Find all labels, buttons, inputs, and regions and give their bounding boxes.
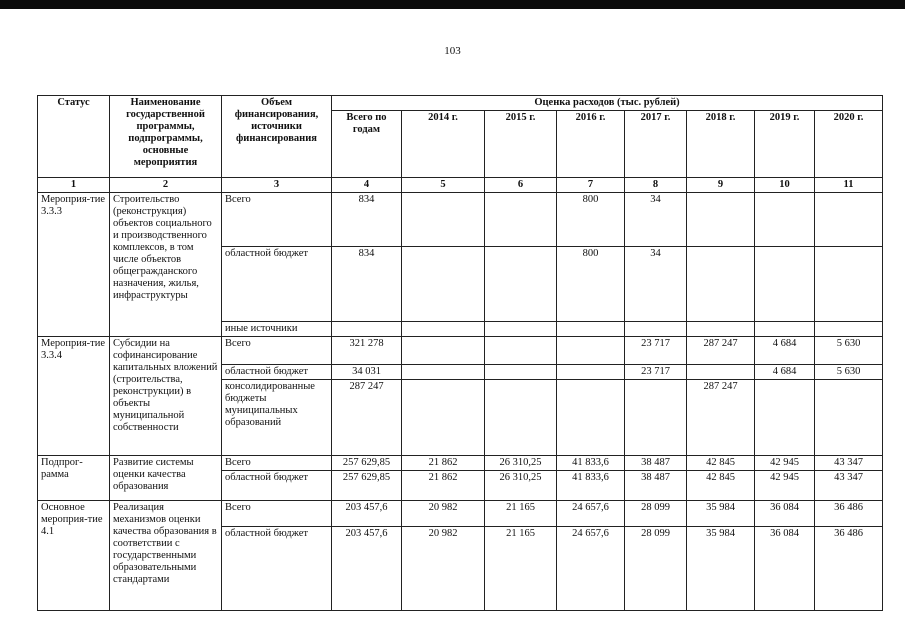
column-number: 1 [38, 178, 110, 193]
value-cell: 42 945 [755, 456, 815, 471]
value-cell: 21 165 [485, 527, 557, 611]
value-cell [687, 193, 755, 247]
header-year-2016: 2016 г. [557, 111, 625, 178]
program-name-cell: Развитие системы оценки качества образования [110, 456, 222, 501]
column-number: 2 [110, 178, 222, 193]
value-cell [687, 365, 755, 380]
source-cell: областной бюджет [222, 365, 332, 380]
value-cell [815, 193, 883, 247]
total-cell: 834 [332, 193, 402, 247]
value-cell [755, 322, 815, 337]
source-cell: иные источники [222, 322, 332, 337]
total-cell: 203 457,6 [332, 501, 402, 527]
value-cell: 287 247 [687, 380, 755, 456]
value-cell: 34 [625, 247, 687, 322]
value-cell [485, 193, 557, 247]
value-cell: 43 347 [815, 456, 883, 471]
value-cell [815, 322, 883, 337]
table-row [38, 193, 883, 247]
value-cell: 24 657,6 [557, 527, 625, 611]
value-cell [402, 322, 485, 337]
value-cell: 23 717 [625, 337, 687, 365]
header-total: Всего по годам [332, 111, 402, 178]
value-cell [402, 247, 485, 322]
column-number: 10 [755, 178, 815, 193]
status-cell: Мероприя-тие 3.3.3 [38, 193, 110, 337]
status-cell: Подпрог-рамма [38, 456, 110, 501]
total-cell: 34 031 [332, 365, 402, 380]
value-cell: 26 310,25 [485, 471, 557, 501]
total-cell: 834 [332, 247, 402, 322]
value-cell [557, 365, 625, 380]
value-cell: 21 862 [402, 471, 485, 501]
value-cell [402, 380, 485, 456]
value-cell [755, 193, 815, 247]
program-name-cell: Реализация механизмов оценки качества образования в соответствии с государственными образовательными стандартами [110, 501, 222, 611]
header-status: Статус [38, 96, 110, 178]
value-cell: 287 247 [687, 337, 755, 365]
header-year-2015: 2015 г. [485, 111, 557, 178]
status-cell: Основное мероприя-тие 4.1 [38, 501, 110, 611]
page-number: 103 [444, 45, 461, 57]
value-cell: 38 487 [625, 471, 687, 501]
header-year-2017: 2017 г. [625, 111, 687, 178]
value-cell [557, 322, 625, 337]
value-cell: 4 684 [755, 365, 815, 380]
column-number: 9 [687, 178, 755, 193]
value-cell [815, 247, 883, 322]
value-cell: 36 084 [755, 527, 815, 611]
source-cell: Всего [222, 193, 332, 247]
header-financing: Объем финансирования, источники финансирования [222, 96, 332, 178]
header-name: Наименование государственной программы, подпрограммы, основные мероприятия [110, 96, 222, 178]
value-cell: 23 717 [625, 365, 687, 380]
total-cell: 257 629,85 [332, 456, 402, 471]
total-cell: 321 278 [332, 337, 402, 365]
source-cell: областной бюджет [222, 247, 332, 322]
value-cell: 43 347 [815, 471, 883, 501]
column-number: 11 [815, 178, 883, 193]
header-year-2014: 2014 г. [402, 111, 485, 178]
value-cell [755, 380, 815, 456]
value-cell: 21 862 [402, 456, 485, 471]
value-cell: 5 630 [815, 337, 883, 365]
table-row [38, 337, 883, 365]
source-cell: консолидированные бюджеты муниципальных образований [222, 380, 332, 456]
value-cell [485, 365, 557, 380]
source-cell: Всего [222, 501, 332, 527]
value-cell: 38 487 [625, 456, 687, 471]
value-cell: 41 833,6 [557, 456, 625, 471]
value-cell: 36 486 [815, 501, 883, 527]
table-row [38, 501, 883, 527]
value-cell: 42 845 [687, 471, 755, 501]
value-cell [485, 322, 557, 337]
program-name-cell: Субсидии на софинансирование капитальных вложений (строительства, реконструкции) в объекты муниципальной собственности [110, 337, 222, 456]
total-cell: 287 247 [332, 380, 402, 456]
header-year-2020: 2020 г. [815, 111, 883, 178]
value-cell [625, 380, 687, 456]
value-cell [485, 337, 557, 365]
value-cell [402, 193, 485, 247]
value-cell [485, 380, 557, 456]
value-cell: 35 984 [687, 527, 755, 611]
value-cell [557, 380, 625, 456]
column-number: 7 [557, 178, 625, 193]
value-cell [402, 365, 485, 380]
value-cell: 41 833,6 [557, 471, 625, 501]
column-number: 5 [402, 178, 485, 193]
value-cell: 26 310,25 [485, 456, 557, 471]
status-cell: Мероприя-тие 3.3.4 [38, 337, 110, 456]
total-cell: 257 629,85 [332, 471, 402, 501]
value-cell [625, 322, 687, 337]
value-cell: 800 [557, 247, 625, 322]
value-cell: 28 099 [625, 527, 687, 611]
header-year-2018: 2018 г. [687, 111, 755, 178]
value-cell: 5 630 [815, 365, 883, 380]
value-cell: 35 984 [687, 501, 755, 527]
value-cell [687, 247, 755, 322]
source-cell: Всего [222, 337, 332, 365]
value-cell [687, 322, 755, 337]
total-cell [332, 322, 402, 337]
budget-table [37, 95, 883, 611]
value-cell: 20 982 [402, 527, 485, 611]
header-estimate: Оценка расходов (тыс. рублей) [332, 96, 883, 111]
value-cell: 21 165 [485, 501, 557, 527]
value-cell: 28 099 [625, 501, 687, 527]
value-cell: 36 084 [755, 501, 815, 527]
program-name-cell: Строительство (реконструкция) объектов социального и производственного комплексов, в том числе объектов общегражданского назначения, жилья, инфраструктуры [110, 193, 222, 337]
column-number: 4 [332, 178, 402, 193]
header-year-2019: 2019 г. [755, 111, 815, 178]
value-cell: 24 657,6 [557, 501, 625, 527]
column-number: 8 [625, 178, 687, 193]
source-cell: областной бюджет [222, 527, 332, 611]
value-cell: 20 982 [402, 501, 485, 527]
table-row [38, 456, 883, 471]
value-cell [815, 380, 883, 456]
value-cell: 34 [625, 193, 687, 247]
value-cell [755, 247, 815, 322]
total-cell: 203 457,6 [332, 527, 402, 611]
scan-edge [0, 0, 905, 9]
source-cell: Всего [222, 456, 332, 471]
column-number: 6 [485, 178, 557, 193]
source-cell: областной бюджет [222, 471, 332, 501]
value-cell: 36 486 [815, 527, 883, 611]
value-cell: 800 [557, 193, 625, 247]
value-cell [485, 247, 557, 322]
value-cell: 42 945 [755, 471, 815, 501]
value-cell [557, 337, 625, 365]
value-cell: 42 845 [687, 456, 755, 471]
column-number: 3 [222, 178, 332, 193]
value-cell [402, 337, 485, 365]
value-cell: 4 684 [755, 337, 815, 365]
